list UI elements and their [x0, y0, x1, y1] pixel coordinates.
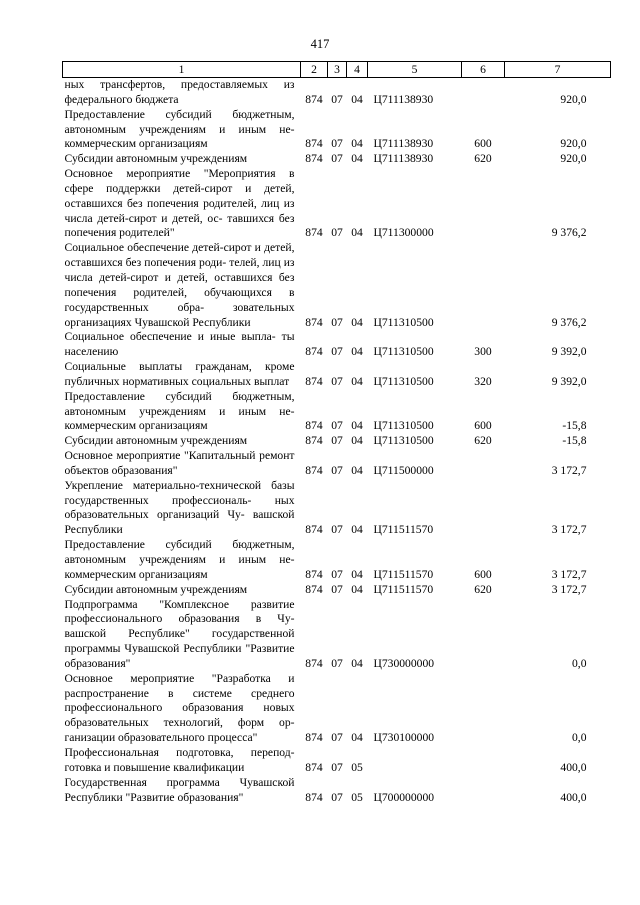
- row-pr: 04: [351, 463, 363, 477]
- row-gr: 874: [305, 523, 323, 537]
- row-name-line: автономным учреждениям и иным не-: [64, 122, 295, 136]
- row-sum: 920,0: [560, 137, 587, 151]
- row-name-line: ганизации образовательного процесса": [64, 731, 258, 745]
- row-rz: 07: [331, 582, 343, 596]
- table-row: [63, 583, 611, 598]
- row-name-line: профессионального образования в Чу-: [64, 612, 295, 626]
- row-name-line: ты населению: [64, 330, 295, 359]
- row-name-line: коммерческим организациям: [64, 567, 208, 581]
- row-name-line: Республики: [192, 315, 251, 329]
- row-rz: 07: [331, 419, 343, 433]
- row-name-line: автономным учреждениям и иным не-: [64, 404, 295, 418]
- row-sum: 3 172,7: [551, 523, 587, 537]
- row-vr: [462, 449, 505, 479]
- row-name: [63, 598, 301, 672]
- table-body: [63, 78, 611, 806]
- row-csr: Ц711511570: [373, 567, 434, 581]
- row-name-line: оставшихся без попечения родителей,: [64, 270, 295, 299]
- row-name-line: коммерческим организациям: [64, 419, 208, 433]
- row-sum: 0,0: [572, 731, 587, 745]
- row-csr: Ц711500000: [373, 463, 434, 477]
- row-rz: 07: [331, 656, 343, 670]
- row-gr: 874: [305, 92, 323, 106]
- row-name-line: телей, лиц из числа детей-сирот и детей,: [64, 256, 295, 284]
- row-name: [63, 449, 301, 479]
- row-name-line: распространение в системе среднего: [64, 686, 295, 700]
- row-sum: 920,0: [560, 92, 587, 106]
- row-csr: Ц711138930: [373, 92, 434, 106]
- table-row: [63, 330, 611, 360]
- row-gr: 874: [305, 760, 323, 774]
- row-name-line: Основное мероприятие "Разработка и: [64, 671, 295, 685]
- page-number: 417: [310, 37, 330, 51]
- row-pr: 04: [351, 137, 363, 151]
- row-gr: 874: [305, 567, 323, 581]
- table-row: [63, 434, 611, 449]
- row-vr: [462, 241, 505, 330]
- row-vr: [462, 746, 505, 776]
- row-vr: [462, 78, 505, 108]
- row-pr: 04: [351, 523, 363, 537]
- row-sum: 3 172,7: [551, 567, 587, 581]
- row-name-line: Субсидии автономным учреждениям: [64, 582, 248, 596]
- row-csr: Ц711310500: [373, 419, 434, 433]
- row-csr: Ц711310500: [373, 315, 434, 329]
- row-name-line: федерального бюджета: [64, 92, 179, 106]
- row-name: [63, 583, 301, 598]
- row-pr: 04: [351, 434, 363, 448]
- row-vr: [462, 776, 505, 806]
- row-csr: Ц711511570: [373, 582, 434, 596]
- row-csr: Ц711511570: [373, 523, 434, 537]
- table-row: [63, 390, 611, 435]
- row-rz: 07: [331, 434, 343, 448]
- row-pr: 04: [351, 374, 363, 388]
- row-name-line: базы государственных профессиональ-: [64, 478, 295, 507]
- row-vr: [462, 672, 505, 746]
- row-vr: 600: [474, 419, 492, 433]
- row-name: [63, 434, 301, 449]
- row-gr: 874: [305, 434, 323, 448]
- row-sum: 400,0: [560, 760, 587, 774]
- row-name-line: Предоставление субсидий бюджетным,: [64, 389, 295, 403]
- row-csr: Ц711138930: [373, 137, 434, 151]
- budget-table: [62, 61, 611, 805]
- row-gr: 874: [305, 152, 323, 166]
- row-name-line: Профессиональная подготовка, перепод-: [64, 745, 295, 759]
- row-name-line: Подпрограмма "Комплексное развитие: [64, 597, 295, 611]
- row-name-line: зовательных организациях Чувашской: [64, 300, 295, 329]
- row-gr: 874: [305, 226, 323, 240]
- row-name-line: ремонт объектов образования": [64, 449, 295, 477]
- row-csr: Ц711310500: [373, 374, 434, 388]
- row-rz: 07: [331, 345, 343, 359]
- row-rz: 07: [331, 137, 343, 151]
- row-rz: 07: [331, 463, 343, 477]
- row-csr: [368, 746, 462, 776]
- row-name-line: в сфере поддержки детей-сирот и детей,: [64, 167, 295, 195]
- row-vr: [462, 167, 505, 241]
- column-header-5: 5: [368, 62, 462, 78]
- row-csr: Ц711138930: [373, 152, 434, 166]
- row-pr: 05: [351, 760, 363, 774]
- row-vr: 620: [474, 434, 492, 448]
- row-name-line: детей, оставшихся без попечения роди-: [64, 241, 295, 270]
- row-name: [63, 108, 301, 153]
- row-sum: 400,0: [560, 790, 587, 804]
- row-gr: 874: [305, 315, 323, 329]
- row-pr: 04: [351, 731, 363, 745]
- row-name: [63, 167, 301, 241]
- column-header-4: 4: [347, 62, 368, 78]
- row-name-line: ных трансфертов, предоставляемых из: [64, 78, 295, 91]
- row-vr: 600: [474, 567, 492, 581]
- row-name-line: готовка и повышение квалификации: [64, 760, 245, 774]
- row-rz: 07: [331, 226, 343, 240]
- row-name: [63, 746, 301, 776]
- row-gr: 874: [305, 374, 323, 388]
- row-rz: 07: [331, 790, 343, 804]
- row-sum: 9 376,2: [551, 226, 587, 240]
- table-row: [63, 746, 611, 776]
- row-pr: 04: [351, 419, 363, 433]
- table-row: [63, 538, 611, 583]
- row-rz: 07: [331, 152, 343, 166]
- row-vr: [462, 598, 505, 672]
- row-name-line: вашской Республике" государственной: [64, 627, 295, 641]
- column-header-6: 6: [462, 62, 505, 78]
- row-name-line: Субсидии автономным учреждениям: [64, 152, 248, 166]
- row-name-line: Республики "Развитие образования": [64, 790, 244, 804]
- table-row: [63, 449, 611, 479]
- row-name-line: обучающихся в государственных обра-: [64, 285, 295, 314]
- row-name-line: лиц из числа детей-сирот и детей, ос-: [64, 196, 295, 225]
- row-vr: 600: [474, 137, 492, 151]
- row-name-line: Предоставление субсидий бюджетным,: [64, 107, 295, 121]
- row-vr: 620: [474, 152, 492, 166]
- row-name-line: выплат: [254, 374, 290, 388]
- row-name-line: Социальное обеспечение детей-сирот и: [64, 241, 261, 255]
- table-row: [63, 108, 611, 153]
- row-sum: 9 392,0: [551, 374, 587, 388]
- row-rz: 07: [331, 760, 343, 774]
- row-pr: 04: [351, 582, 363, 596]
- row-sum: -15,8: [562, 419, 587, 433]
- row-name-line: профессионального образования новых: [64, 701, 295, 715]
- row-csr: Ц700000000: [373, 790, 435, 804]
- row-name-line: коммерческим организациям: [64, 137, 208, 151]
- row-sum: 3 172,7: [551, 463, 587, 477]
- row-name-line: Основное мероприятие "Мероприятия: [64, 167, 276, 181]
- row-sum: 3 172,7: [551, 582, 587, 596]
- row-name: [63, 241, 301, 330]
- row-vr: 620: [474, 582, 492, 596]
- row-name: [63, 479, 301, 538]
- row-name: [63, 330, 301, 360]
- row-name-line: автономным учреждениям и иным не-: [64, 553, 295, 566]
- row-pr: 04: [351, 567, 363, 581]
- row-name-line: Государственная программа Чувашской: [64, 775, 295, 789]
- table-row: [63, 360, 611, 390]
- row-name-line: ных образовательных организаций Чу-: [64, 493, 295, 522]
- column-header-7: 7: [505, 62, 611, 78]
- row-name-line: тавшихся без попечения родителей": [64, 211, 295, 240]
- row-name-line: "Развитие образования": [64, 642, 295, 670]
- row-name-line: Социальное обеспечение и иные выпла-: [64, 330, 276, 344]
- row-gr: 874: [305, 419, 323, 433]
- column-header-3: 3: [328, 62, 347, 78]
- row-csr: Ц730000000: [373, 656, 435, 670]
- row-name-line: Субсидии автономным учреждениям: [64, 434, 248, 448]
- table-row: [63, 479, 611, 538]
- row-name-line: оставшихся без попечения родителей,: [64, 196, 257, 210]
- row-name: [63, 78, 301, 108]
- row-name-line: вашской Республики: [64, 508, 295, 537]
- row-rz: 07: [331, 731, 343, 745]
- row-rz: 07: [331, 523, 343, 537]
- row-pr: 04: [351, 152, 363, 166]
- row-pr: 04: [351, 345, 363, 359]
- row-sum: 920,0: [560, 152, 587, 166]
- row-name: [63, 360, 301, 390]
- column-number-row: [63, 62, 611, 78]
- table-row: [63, 598, 611, 672]
- table-row: [63, 152, 611, 167]
- column-header-2: 2: [301, 62, 328, 78]
- row-rz: 07: [331, 315, 343, 329]
- row-gr: 874: [305, 463, 323, 477]
- row-gr: 874: [305, 137, 323, 151]
- row-rz: 07: [331, 374, 343, 388]
- row-name-line: Социальные выплаты гражданам, кроме: [64, 360, 295, 374]
- row-name-line: Укрепление материально-технической: [64, 478, 262, 492]
- row-sum: 0,0: [572, 656, 587, 670]
- row-pr: 05: [351, 790, 363, 804]
- row-pr: 04: [351, 315, 363, 329]
- row-csr: Ц711300000: [373, 226, 434, 240]
- row-name-line: образовательных технологий, форм ор-: [64, 716, 295, 730]
- table-row: [63, 167, 611, 241]
- row-gr: 874: [305, 656, 323, 670]
- row-gr: 874: [305, 731, 323, 745]
- column-header-1: 1: [63, 62, 301, 78]
- row-csr: Ц711310500: [373, 345, 434, 359]
- row-csr: Ц711310500: [373, 434, 434, 448]
- row-rz: 07: [331, 92, 343, 106]
- table-row: [63, 776, 611, 806]
- row-csr: Ц730100000: [373, 731, 435, 745]
- row-name: [63, 672, 301, 746]
- row-name-line: Предоставление субсидий бюджетным,: [64, 538, 295, 552]
- row-pr: 04: [351, 656, 363, 670]
- row-gr: 874: [305, 790, 323, 804]
- row-name-line: Основное мероприятие "Капитальный: [64, 449, 256, 463]
- row-gr: 874: [305, 582, 323, 596]
- table-row: [63, 78, 611, 108]
- row-vr: [462, 479, 505, 538]
- row-pr: 04: [351, 92, 363, 106]
- row-vr: 300: [474, 345, 492, 359]
- row-sum: 9 392,0: [551, 345, 587, 359]
- row-sum: 9 376,2: [551, 315, 587, 329]
- row-gr: 874: [305, 345, 323, 359]
- row-name: [63, 152, 301, 167]
- table-row: [63, 241, 611, 330]
- row-name-line: публичных нормативных социальных: [64, 374, 252, 388]
- row-name: [63, 776, 301, 806]
- row-pr: 04: [351, 226, 363, 240]
- row-rz: 07: [331, 567, 343, 581]
- row-name: [63, 390, 301, 435]
- row-sum: -15,8: [562, 434, 587, 448]
- row-name-line: программы Чувашской Республики: [64, 642, 242, 656]
- row-name: [63, 538, 301, 583]
- table-row: [63, 672, 611, 746]
- row-vr: 320: [474, 374, 492, 388]
